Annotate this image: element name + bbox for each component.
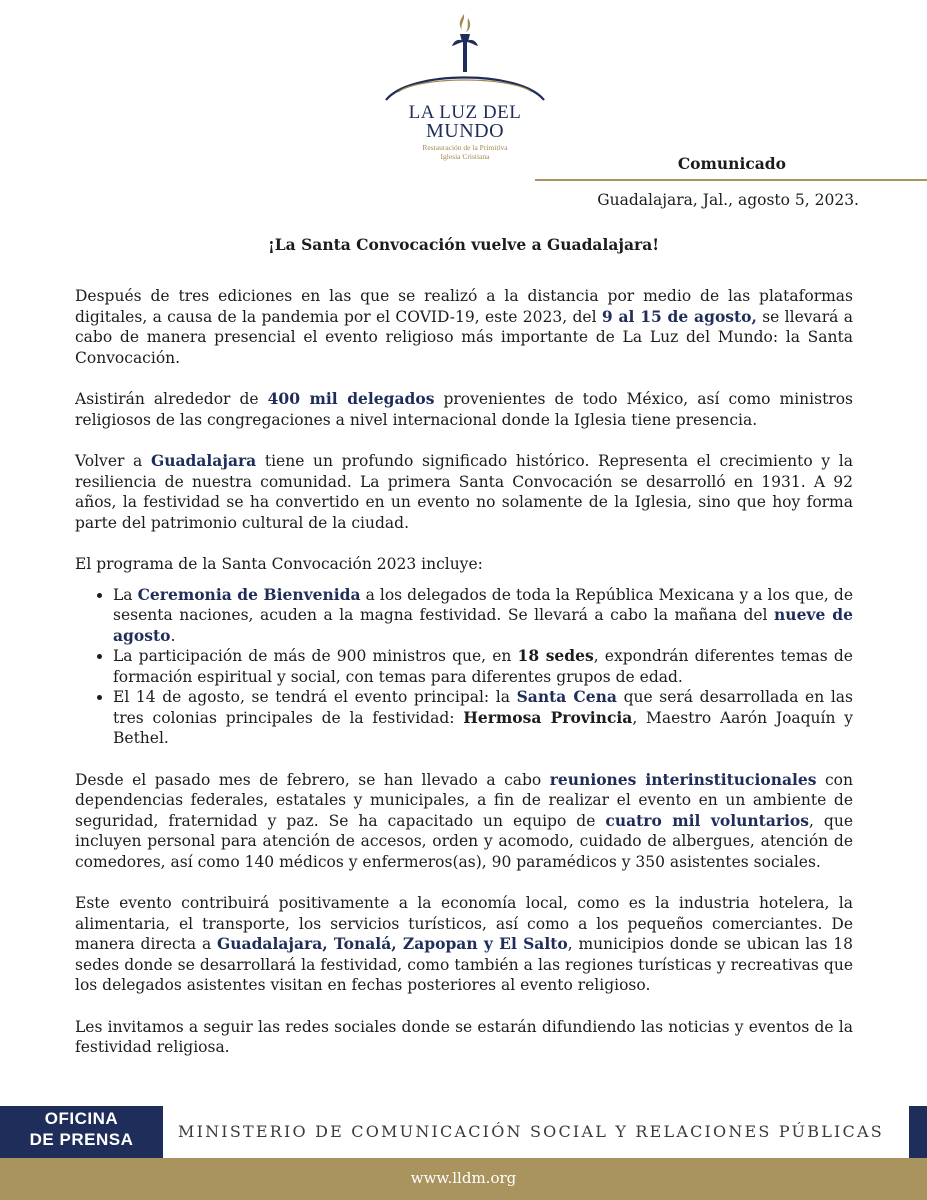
logo-subtitle-line2: Iglesia Cristiana <box>440 152 490 161</box>
document-date: Guadalajara, Jal., agosto 5, 2023. <box>597 191 859 209</box>
ministry-name: MINISTERIO DE COMUNICACIÓN SOCIAL Y RELACIONES PÚBLICAS <box>178 1122 884 1141</box>
paragraph-2 <box>75 389 853 430</box>
logo-subtitle <box>380 143 550 161</box>
document-title: ¡La Santa Convocación vuelve a Guadalajara! <box>267 235 660 254</box>
highlight-meetings: reuniones interinstitucionales <box>549 769 817 789</box>
logo-subtitle-line1: Restauración de la Primitiva <box>422 143 508 152</box>
highlight-colony: Hermosa Provincia <box>463 707 633 727</box>
document-body <box>75 286 853 1079</box>
text: que será desarrollada en las tres colonias principales de la festividad: <box>113 688 853 727</box>
list-item <box>113 585 853 647</box>
document-label: Comunicado <box>677 154 786 173</box>
website-link[interactable]: www.lldm.org <box>410 1169 517 1187</box>
highlight-date: nueve de agosto <box>113 605 853 645</box>
highlight-event: Santa Cena <box>516 687 617 706</box>
lldm-logo <box>380 12 550 162</box>
list-item <box>113 646 853 687</box>
text: La participación de más de 900 ministros que, en <box>113 647 518 665</box>
text: Este evento contribuirá positivamente a la economía local, como es la industria hotelera, la alimentaria, el transporte, los servicios turísticos, así como a los pequeños comerciantes. De manera directa a <box>75 894 853 953</box>
text: Después de tres ediciones en las que se realizó a la distancia por medio de las plataformas digitales, a causa de la pandemia por el COVID-19, este 2023, del <box>75 287 853 326</box>
text: provenientes de todo México, así como ministros religiosos de las congregaciones a nivel internacional donde la Iglesia tiene presencia. <box>75 390 853 429</box>
program-list <box>75 585 853 749</box>
highlight-venues: 18 sedes <box>517 646 594 665</box>
paragraph-1 <box>75 286 853 368</box>
highlight-city: Guadalajara <box>150 451 257 470</box>
press-office-line2: DE PRENSA <box>29 1130 134 1149</box>
text: se llevará a cabo de manera presencial el evento religioso más importante de La Luz del Mundo: la Santa Convocación. <box>75 307 853 367</box>
paragraph-5 <box>75 770 853 873</box>
paragraph-3 <box>75 451 853 533</box>
text: , expondrán diferentes temas de formación espiritual y social, con temas para diferentes grupos de edad. <box>113 647 853 686</box>
paragraph-4: El programa de la Santa Convocación 2023 incluye: <box>75 555 483 573</box>
logo-text-line2: MUNDO <box>425 120 505 142</box>
text: Desde el pasado mes de febrero, se han llevado a cabo <box>75 770 550 789</box>
highlight-municipalities: Guadalajara, Tonalá, Zapopan y El Salto <box>217 934 568 953</box>
highlight-delegates: 400 mil delegados <box>267 389 435 408</box>
logo-text-line1: LA LUZ DEL <box>408 102 522 123</box>
paragraph-6 <box>75 893 853 996</box>
header-divider <box>535 179 927 181</box>
text: Volver a <box>75 452 151 470</box>
highlight-ceremony: Ceremonia de Bienvenida <box>137 584 361 604</box>
list-item <box>113 687 853 749</box>
text: con dependencias federales, estatales y municipales, a fin de realizar el evento en un ambiente de seguridad, fraternidad y paz. Se ha capacitado un equipo de <box>75 770 853 830</box>
text: El 14 de agosto, se tendrá el evento principal: la <box>113 688 517 706</box>
text: , Maestro Aarón Joaquín y Bethel. <box>113 708 853 747</box>
footer-accent-bar <box>909 1106 927 1158</box>
torch-emblem-icon <box>380 12 550 107</box>
text: La <box>113 585 138 604</box>
press-office-badge <box>0 1106 163 1158</box>
text: Asistirán alrededor de <box>75 390 268 408</box>
text: , que incluyen personal para atención de accesos, orden y acomodo, cuidado de albergues, atención de comedores, así como 140 médicos y enfermeros(as), 90 paramédicos y 350 asistentes sociales. <box>75 811 853 871</box>
highlight-dates: 9 al 15 de agosto, <box>601 306 757 326</box>
paragraph-7: Les invitamos a seguir las redes sociales donde se estarán difundiendo las noticias y eventos de la festividad religiosa. <box>75 1017 853 1056</box>
text: a los delegados de toda la República Mexicana y a los que, de sesenta naciones, acuden a la magna festividad. Se llevará a cabo la mañana del <box>113 585 854 624</box>
text: , municipios donde se ubican las 18 sedes donde se desarrollará la festividad, como también a las regiones turísticas y recreativas que los delegados asistentes visitan en fechas posteriores al evento religioso. <box>75 935 854 994</box>
press-office-line1: OFICINA <box>44 1109 119 1128</box>
highlight-volunteers: cuatro mil voluntarios <box>605 810 809 830</box>
text: tiene un profundo significado histórico. Representa el crecimiento y la resiliencia de nuestra comunidad. La primera Santa Convocación se desarrolló en 1931. A 92 años, la festividad se ha convertido en un evento no solamente de la Iglesia, sino que hoy forma parte del patrimonio cultural de la ciudad. <box>75 452 853 532</box>
text: . <box>170 626 176 645</box>
